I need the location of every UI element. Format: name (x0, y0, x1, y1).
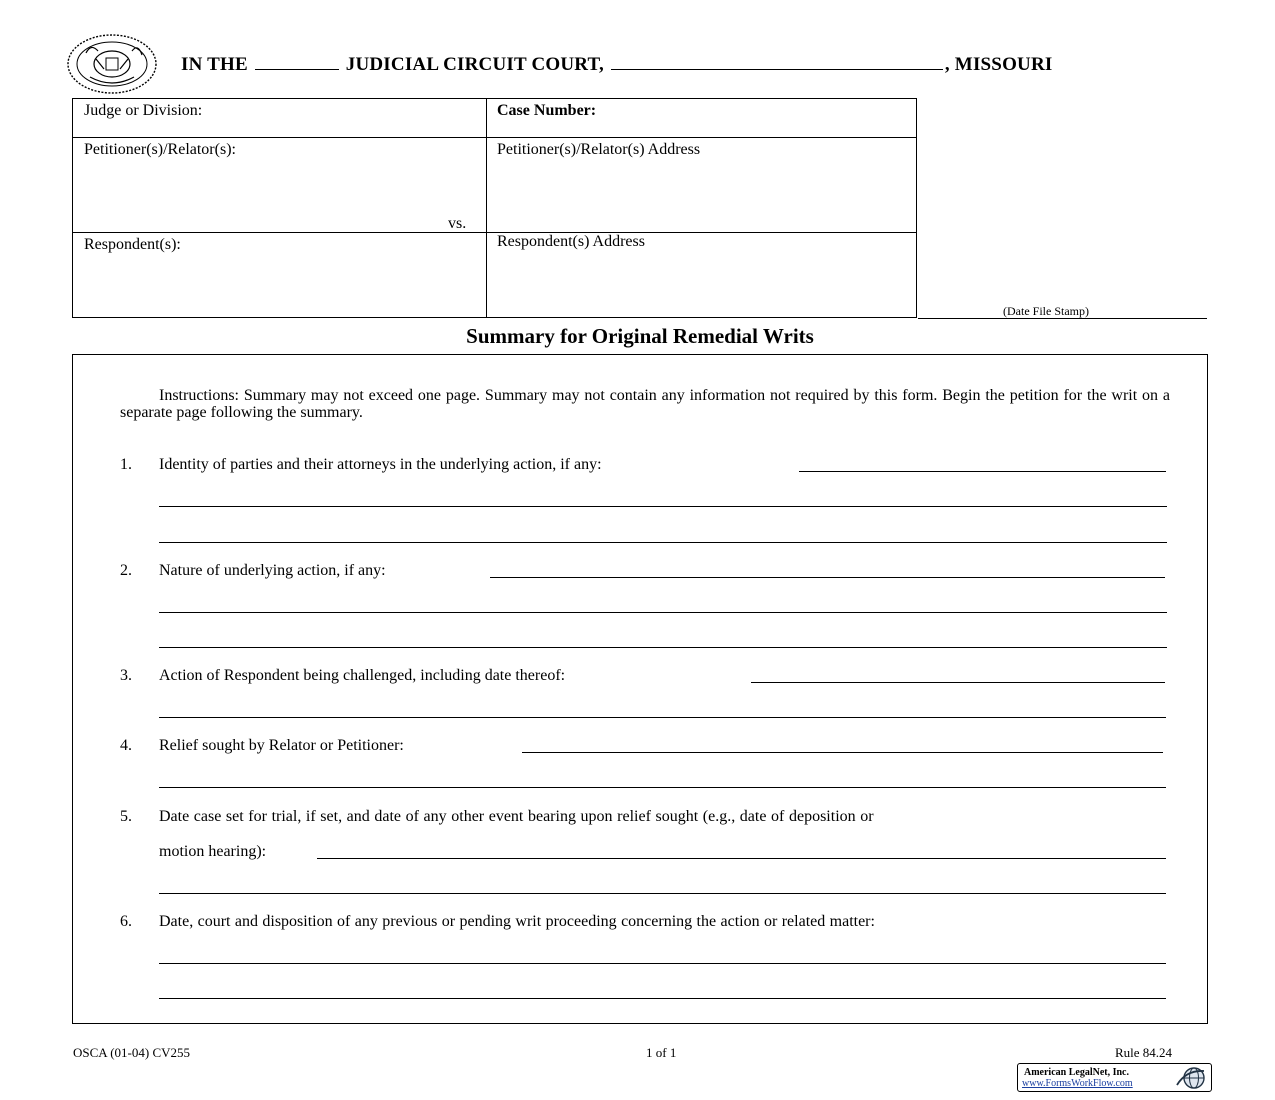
item-3-answer-line[interactable] (751, 682, 1165, 683)
case-caption-table (72, 98, 917, 318)
item-5-answer-line[interactable] (159, 893, 1166, 894)
circuit-number-blank[interactable] (255, 55, 339, 70)
logo-website-link[interactable]: www.FormsWorkFlow.com (1022, 1078, 1133, 1089)
item-6-number: 6. (120, 913, 132, 930)
item-5-answer-line[interactable] (317, 858, 1166, 859)
item-2-text: Nature of underlying action, if any: (159, 562, 386, 579)
page-number: 1 of 1 (646, 1045, 677, 1060)
caption-divider-1 (73, 137, 916, 138)
item-3-text: Action of Respondent being challenged, including date thereof: (159, 667, 566, 684)
item-3-number: 3. (120, 667, 132, 684)
rule-reference: Rule 84.24 (1115, 1045, 1173, 1060)
item-1-answer-line[interactable] (799, 471, 1166, 472)
item-4-answer-line[interactable] (159, 787, 1166, 788)
item-4-number: 4. (120, 737, 132, 754)
item-5-number: 5. (120, 808, 132, 825)
item-2-answer-line[interactable] (490, 577, 1165, 578)
item-1-text: Identity of parties and their attorneys in the underlying action, if any: (159, 456, 602, 473)
item-1-answer-line[interactable] (159, 542, 1167, 543)
item-4-answer-line[interactable] (522, 752, 1163, 753)
item-2-number: 2. (120, 562, 132, 579)
item-5-text: Date case set for trial, if set, and date of any other event bearing upon relief sought (e.g., date of deposition or (159, 808, 874, 825)
logo-company-name: American LegalNet, Inc. (1024, 1067, 1129, 1078)
respondent-label: Respondent(s): (84, 236, 181, 253)
item-6-text: Date, court and disposition of any previous or pending writ proceeding concerning the action or related matter: (159, 913, 875, 930)
item-5-text-continued: motion hearing): (159, 843, 267, 860)
judge-division-label: Judge or Division: (84, 102, 203, 119)
instructions-text: Instructions: Summary may not exceed one page. Summary may not contain any information not required by this form. Begin the petition for the writ on a separate page following the summary. (120, 387, 1170, 421)
header-suffix: , MISSOURI (944, 54, 1053, 75)
court-header (181, 54, 1052, 76)
caption-divider-vertical (486, 99, 487, 317)
form-title: Summary for Original Remedial Writs (466, 324, 814, 348)
versus-label: vs. (448, 215, 467, 232)
item-4-text: Relief sought by Relator or Petitioner: (159, 737, 404, 754)
missouri-state-seal (66, 33, 158, 95)
american-legalnet-logo[interactable] (1017, 1063, 1212, 1092)
globe-icon (1174, 1066, 1208, 1090)
header-prefix: IN THE (181, 54, 248, 75)
petitioner-address-label: Petitioner(s)/Relator(s) Address (497, 141, 701, 158)
item-6-answer-line[interactable] (159, 963, 1166, 964)
case-number-label: Case Number: (497, 102, 597, 119)
county-blank[interactable] (611, 55, 943, 70)
item-1-answer-line[interactable] (159, 506, 1167, 507)
header-middle: JUDICIAL CIRCUIT COURT, (345, 54, 604, 75)
respondent-address-label: Respondent(s) Address (497, 233, 645, 250)
item-3-answer-line[interactable] (159, 717, 1166, 718)
caption-divider-2 (73, 232, 916, 233)
item-6-answer-line[interactable] (159, 998, 1166, 999)
form-id: OSCA (01-04) CV255 (73, 1045, 191, 1060)
item-1-number: 1. (120, 456, 132, 473)
date-file-stamp-label: (Date File Stamp) (1003, 304, 1089, 318)
item-2-answer-line[interactable] (159, 612, 1167, 613)
petitioner-label: Petitioner(s)/Relator(s): (84, 141, 236, 158)
item-2-answer-line[interactable] (159, 647, 1167, 648)
